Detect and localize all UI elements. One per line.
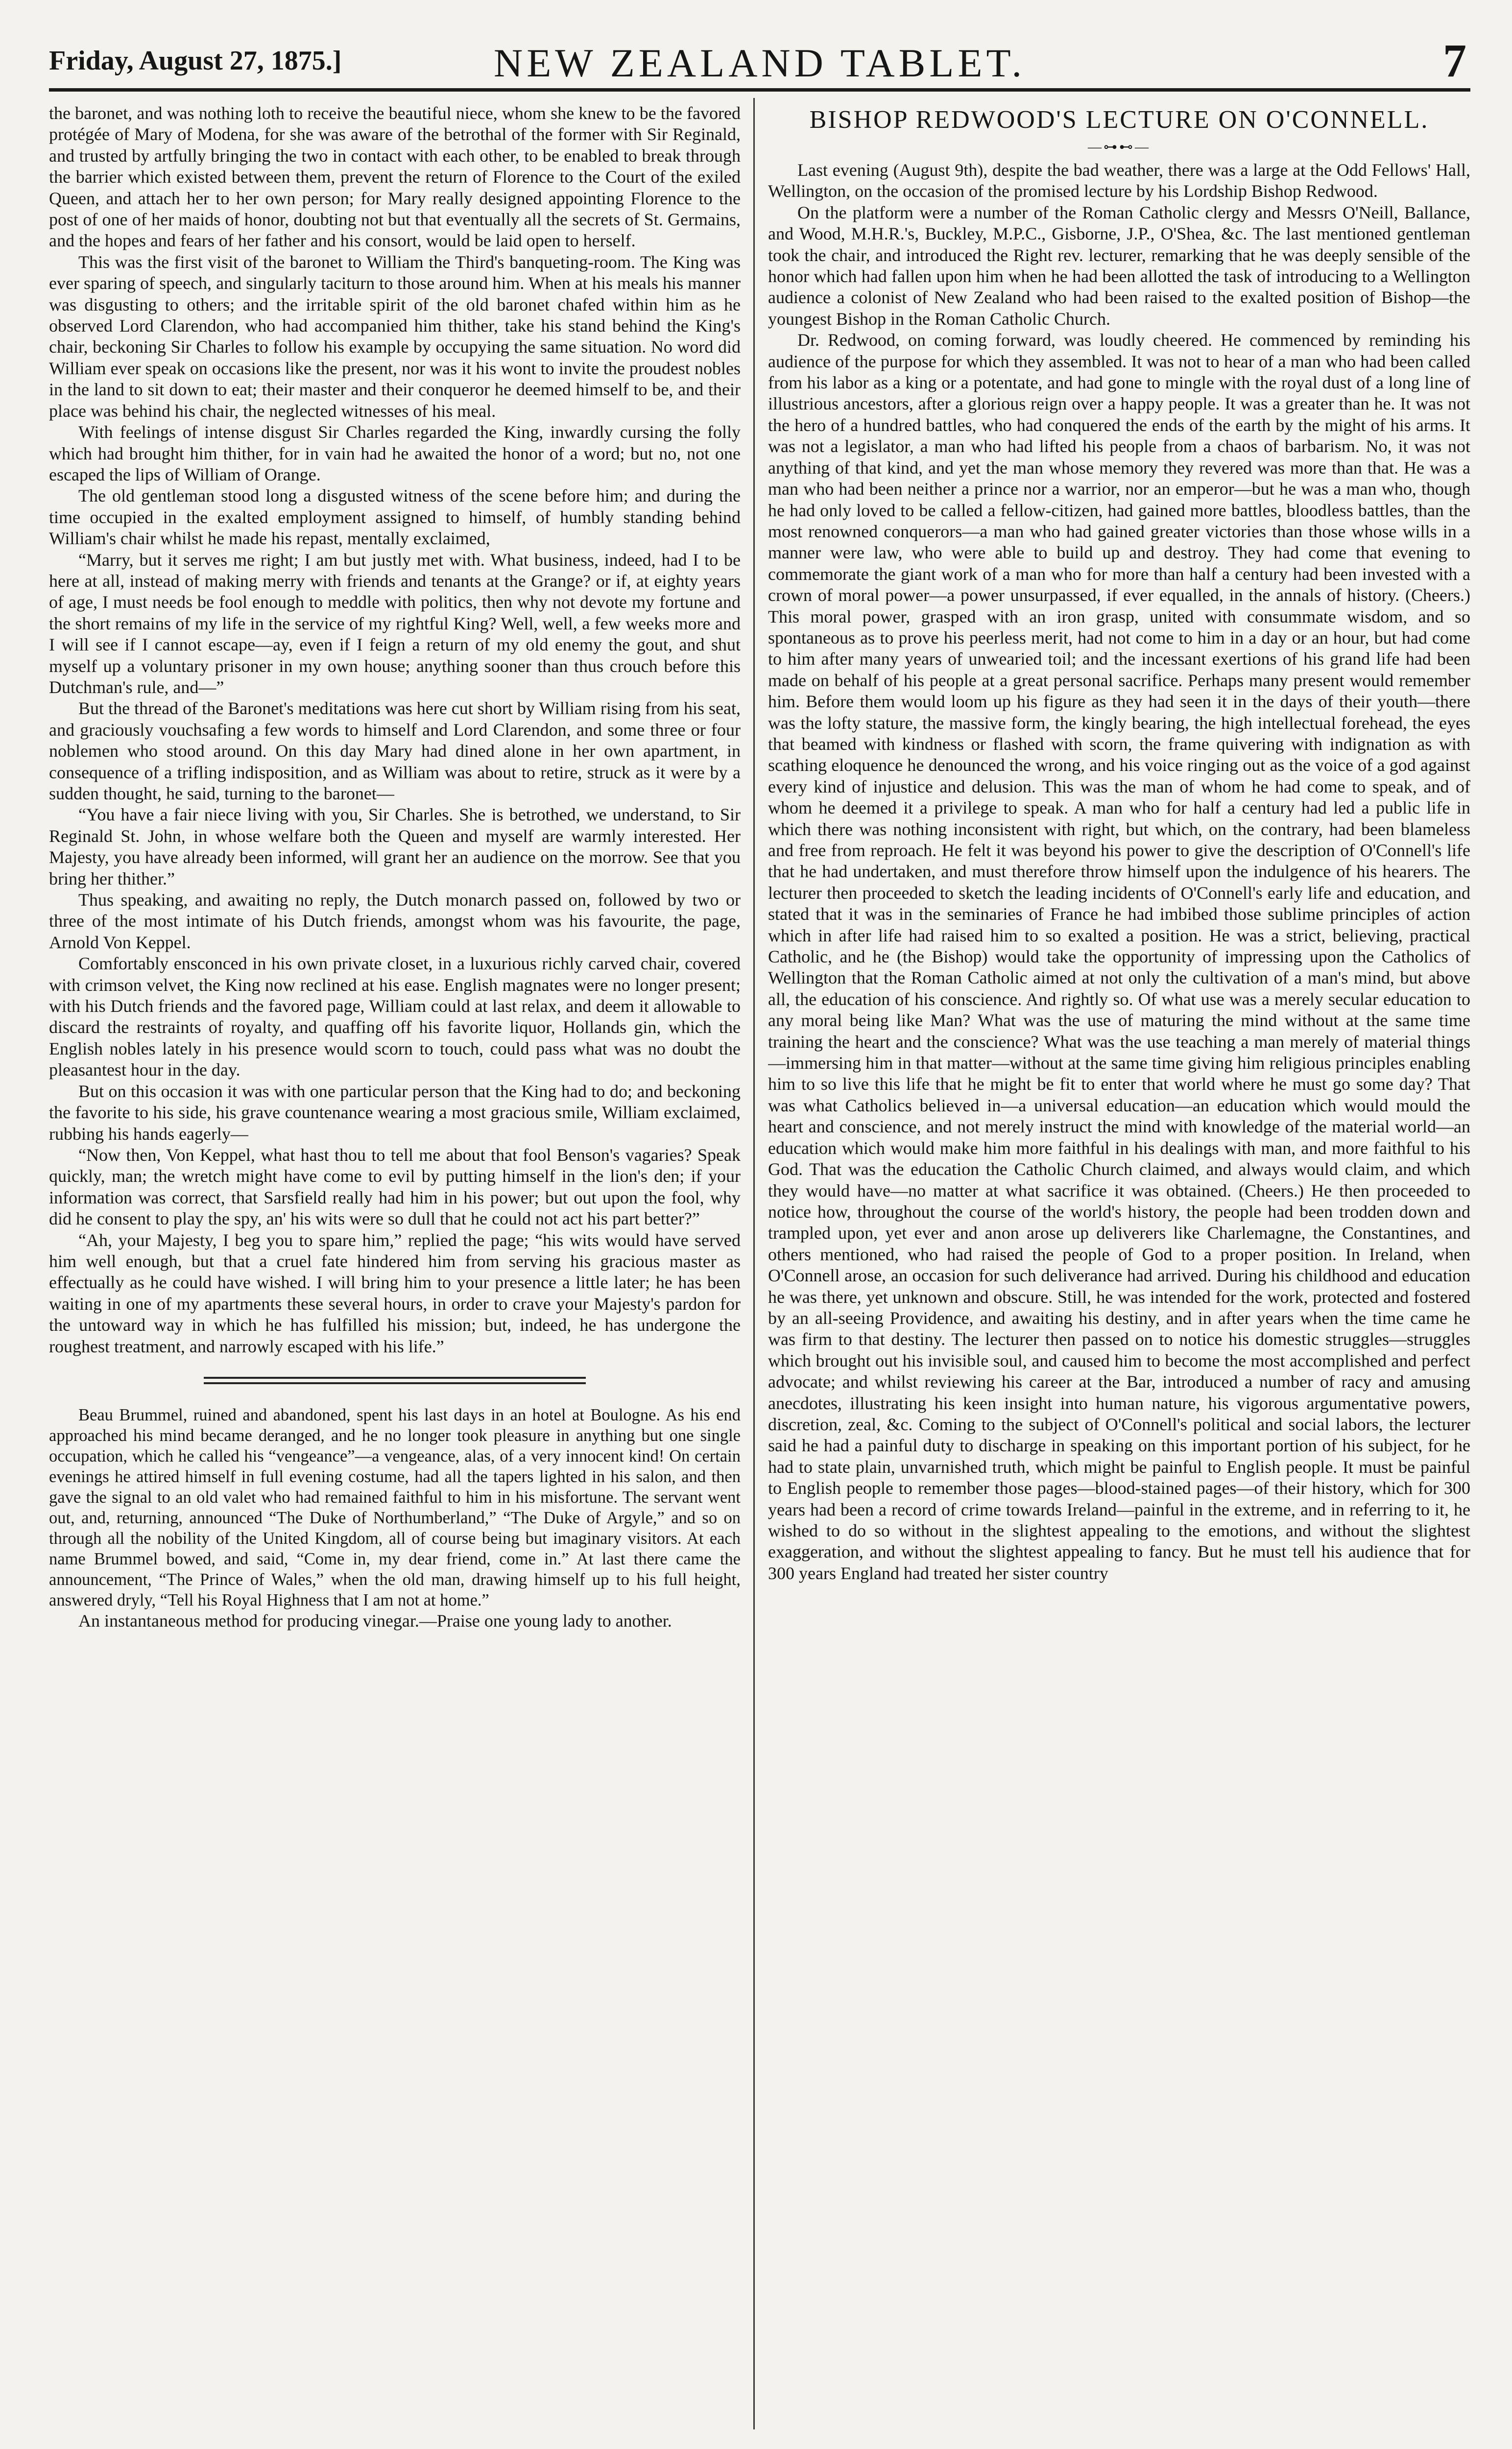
article-paragraph: Comfortably ensconced in his own private closet, in a luxurious richly carved chair, covered with crimson velvet, the King now reclined at his ease. English magnates were no longer present; with his Dutch friends and the favored page, William could at last relax, and deem it allowable to discard the restraints of royalty, and quaffing off his favorite liquor, Hollands gin, which the English nobles lately in his presence would scorn to touch, could pass what was no doubt the pleasantest hour in the day. <box>49 954 741 1080</box>
page-number: 7 <box>1443 34 1466 87</box>
masthead-rule <box>49 88 1470 92</box>
article-paragraph: “Ah, your Majesty, I beg you to spare him,” replied the page; “his wits would have served him well enough, but that a cruel fate hindered him from serving his gracious master as effectually as he could have wished. I will bring him to your presence a little later; he has been waiting in one of my apartments these several hours, in order to crave your Majesty's pardon for the untoward way in which he has fulfilled his mission; but, indeed, he has undergone the roughest treatment, and narrowly escaped with his life.” <box>49 1230 741 1356</box>
article-paragraph: But the thread of the Baronet's meditations was here cut short by William rising from his seat, and graciously vouchsafing a few words to himself and Lord Clarendon, and some three or four noblemen who stood around. On this day Mary had dined alone in her own apartment, in consequence of a trifling indisposition, and as William was about to retire, struck as it were by a sudden thought, he said, turning to the baronet— <box>49 698 741 803</box>
vinegar-joke: An instantaneous method for producing vinegar.—Praise one young lady to another. <box>78 1610 672 1631</box>
article-paragraph: Last evening (August 9th), despite the bad weather, there was a large at the Odd Fellows' Hall, Wellington, on the occasion of the promised lecture by his Lordship Bishop Redwood. <box>768 160 1470 201</box>
headline-ornament: —⊶⊷— <box>1088 140 1151 155</box>
section-separator <box>204 1377 586 1384</box>
column-divider <box>753 98 755 2429</box>
article-paragraph: This was the first visit of the baronet to William the Third's banqueting-room. The King was ever sparing of speech, and singularly taciturn to those around him. When at his meals his manner was disgusting to others; and the irritable spirit of the old baronet chafed within him as he observed Lord Clarendon, who had accompanied him thither, take his stand behind the King's chair, beckoning Sir Charles to follow his example by occupying the same situation. No word did William ever speak on occasions like the present, nor was it his wont to invite the proudest nobles in the land to sit down to eat; their master and their conqueror he deemed himself to be, and their place was behind his chair, the neglected witnesses of his meal. <box>49 252 741 421</box>
article-paragraph: “Marry, but it serves me right; I am but justly met with. What business, indeed, had I to be here at all, instead of making merry with friends and tenants at the Grange? or if, at eighty years of age, I must needs be fool enough to meddle with politics, then why not devote my fortune and the short remains of my life in the service of my rightful King? Well, well, a few weeks more and I will see if I cannot escape—ay, even if I feign a return of my old enemy the gout, and shut myself up a voluntary prisoner in my own house; anything sooner than thus crouch before this Dutchman's rule, and—” <box>49 550 741 697</box>
article-paragraph: the baronet, and was nothing loth to receive the beautiful niece, whom she knew to be the favored protégée of Mary of Modena, for she was aware of the betrothal of the former with Sir Reginald, and trusted by artfully bringing the two in contact with each other, to be enabled to break through the barrier which existed between them, prevent the return of Florence to the Court of the exiled Queen, and attach her to her own person; for Mary really designed appointing Florence to the post of one of her maids of honor, doubting not but that eventually all the secrets of St. Germains, and the hopes and fears of her father and his consort, would be laid open to herself. <box>49 103 741 251</box>
issue-date: Friday, August 27, 1875.] <box>49 46 342 76</box>
article-paragraph: But on this occasion it was with one particular person that the King had to do; and beckoning the favorite to his side, his grave countenance wearing a most gracious smile, William exclaimed, rubbing his hands eagerly— <box>49 1081 741 1144</box>
article-paragraph: On the platform were a number of the Roman Catholic clergy and Messrs O'Neill, Ballance, and Wood, M.H.R.'s, Buckley, M.P.C., Gisborne, J.P., O'Shea, &c. The last mentioned gentleman took the chair, and introduced the Right rev. lecturer, remarking that he was deeply sensible of the honor which had fallen upon him when he had been allotted the task of introducing to a Wellington audience a colonist of New Zealand who had been raised to the exalted position of Bishop—the youngest Bishop in the Roman Catholic Church. <box>768 202 1470 329</box>
left-column <box>49 103 741 2431</box>
article-paragraph: With feelings of intense disgust Sir Charles regarded the King, inwardly cursing the folly which had brought him thither, for in vain had he awaited the honor of a word; but no, not one escaped the lips of William of Orange. <box>49 422 741 484</box>
article-paragraph: “You have a fair niece living with you, Sir Charles. She is betrothed, we understand, to Sir Reginald St. John, in whose welfare both the Queen and myself are warmly interested. Her Majesty, you have already been informed, will grant her an audience on the morrow. See that you bring her thither.” <box>49 805 741 888</box>
article-headline: BISHOP REDWOOD'S LECTURE ON O'CONNELL. <box>809 106 1429 134</box>
masthead <box>49 20 1470 87</box>
brummel-anecdote: Beau Brummel, ruined and abandoned, spent his last days in an hotel at Boulogne. As his end approached his mind became deranged, and he no longer took pleasure in anything but one single occupation, which he called his “vengeance”—a vengeance, alas, of a very innocent kind! On certain evenings he attired himself in full evening costume, had all the tapers lighted in his salon, and then gave the signal to an old valet who had remained faithful to him in his misfortune. The servant went out, and, returning, announced “The Duke of Northumberland,” “The Duke of Argyle,” and so on through all the nobility of the United Kingdom, all of course being but imaginary visitors. At each name Brummel bowed, and said, “Come in, my dear friend, come in.” At last there came the announcement, “The Prince of Wales,” when the old man, drawing himself up to his full height, answered dryly, “Tell his Royal Highness that I am not at home.” <box>49 1405 741 1609</box>
newspaper-title: NEW ZEALAND TABLET. <box>494 41 1026 85</box>
article-paragraph: Dr. Redwood, on coming forward, was loudly cheered. He commenced by reminding his audience of the purpose for which they assembled. It was not to hear of a man who had been called from his labor as a king or a potentate, and had gone to mingle with the royal dust of a long line of illustrious ancestors, after a glorious reign over a happy people. It was a greater than he. It was not the hero of a hundred battles, who had conquered the ends of the earth by the might of his arms. It was not a legislator, a man who had lifted his people from a chaos of barbarism. No, it was not anything of that kind, and yet the man whose memory they revered was more than that. He was a man who had been neither a prince nor a warrior, nor an emperor—but he was a man who, though he had only loved to be called a fellow-citizen, had gained more battles, bloodless battles, than the most renowned conquerors—a man who had gained greater victories than those whose wills in a manner were law, who were able to build up and destroy. They had come that evening to commemorate the giant work of a man who for more than half a century had been invested with a crown of moral power—a power unsurpassed, if ever equalled, in the annals of history. (Cheers.) This moral power, grasped with an iron grasp, united with consummate wisdom, and so spontaneous as to prove his peerless merit, had not come to him in a day or an hour, but had come to him after many years of unwearied toil; and the incessant exertions of his grand life had been made on behalf of his people at a great personal sacrifice. Perhaps many present would remember him. Before them would loom up his figure as they had seen it in the days of their youth—there was the lofty stature, the massive form, the kingly bearing, the high intellectual forehead, the eyes that beamed with kindness or flashed with scorn, the frame quivering with indignation as with scathing eloquence he denounced the wrong, and his voice ringing out as the voice of a god against every kind of injustice and delusion. This was the man of whom he had come to speak, and of whom he deemed it a privilege to speak. A man who for half a century had led a public life in which there was nothing inconsistent with right, but which, on the contrary, had been blameless and free from reproach. He felt it was beyond his power to give the description of O'Connell's life that he had undertaken, and must therefore throw himself upon the indulgence of his hearers. The lecturer then proceeded to sketch the leading incidents of O'Connell's early life and education, and stated that it was in the seminaries of France he had imbibed those sublime principles of action which in after life had raised him to so exalted a position. He was a strict, believing, practical Catholic, and he (the Bishop) would take the opportunity of impressing upon the Catholics of Wellington that the Roman Catholic aimed at not only the cultivation of a man's mind, but above all, the education of his conscience. And rightly so. Of what use was a merely secular education to any moral being like Man? What was the use of maturing the mind without at the same time training the heart and the conscience? What was the use teaching a man merely of material things—immersing him in that matter—without at the same time giving him religious principles enabling him to so live this life that he might be fit to enter that world where he must go some day? That was what Catholics believed in—a universal education—an education which would mould the heart and conscience, and not merely instruct the mind with knowledge of the material world—an education which would make him more faithful in his dealings with man, and more faithful to his God. That was the education the Catholic Church claimed, and always would claim, and which they would have—no matter at what sacrifice it was obtained. (Cheers.) He then proceeded to notice how, throughout the course of the world's history, the people had been trodden down and trampled upon, yet ever and anon arose up deliverers like Charlemagne, the Constantines, and others mentioned, who had raised the people of God to a proper position. In Ireland, when O'Connell arose, an occasion for such deliverance had arrived. During his childhood and education he was there, yet unknown and obscure. Still, he was intended for the work, protected and fostered by an all-seeing Providence, and awaiting his destiny, and in after years when the time came he was firm to that destiny. The lecturer then passed on to notice his domestic struggles—struggles which brought out his invisible soul, and caused him to become the most accomplished and perfect advocate; and whilst reviewing his career at the Bar, introduced a number of racy and amusing anecdotes, illustrating his keen insight into human nature, his vigorous argumentative powers, discretion, zeal, &c. Coming to the subject of O'Connell's political and social labors, the lecturer said he had a painful duty to discharge in speaking on this important portion of his subject, for he had to state plain, unvarnished truth, which might be painful to English people. It must be painful to English people to remember those pages—blood-stained pages—of their history, which for 300 years had been a record of crime towards Ireland—painful in the extreme, and in referring to it, he wished to do so without in the slightest appealing to the emotions, and without the slightest exaggeration, and without the slightest appealing to fancy. But he must tell his audience that for 300 years England had treated her sister country <box>768 330 1470 1583</box>
article-paragraph: “Now then, Von Keppel, what hast thou to tell me about that fool Benson's vagaries? Speak quickly, man; the wretch might have come to evil by putting himself in the lion's den; if your information was correct, that Sarsfield really had him in his power; but out upon the fool, why did he consent to play the spy, an' his wits were so dull that he could not act his part better?” <box>49 1145 741 1229</box>
article-paragraph: The old gentleman stood long a disgusted witness of the scene before him; and during the time occupied in the exalted employment assigned to himself, of humbly standing behind William's chair whilst he made his repast, mentally exclaimed, <box>49 486 741 549</box>
right-column <box>768 103 1470 2431</box>
article-paragraph: Thus speaking, and awaiting no reply, the Dutch monarch passed on, followed by two or three of the most intimate of his Dutch friends, amongst whom was his favourite, the page, Arnold Von Keppel. <box>49 890 741 952</box>
